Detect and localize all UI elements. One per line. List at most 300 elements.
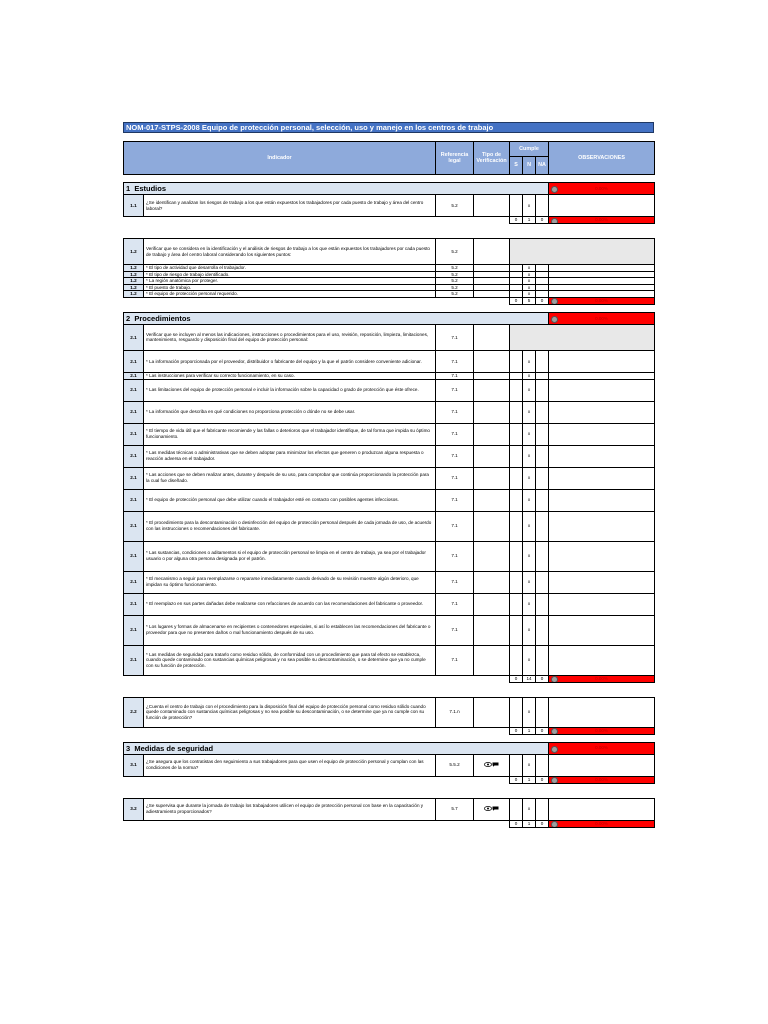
- observations-cell[interactable]: [549, 571, 655, 593]
- mark-s[interactable]: [510, 593, 523, 615]
- item-reference: 5.2: [436, 291, 474, 298]
- mark-na[interactable]: [536, 401, 549, 423]
- item-text: Verificar que se incluyen al menos las indicaciones, instrucciones o procedimientos para el uso, revisión, reposición, limpieza, limitaciones, mantenimiento, resguardo y disposición final del equipo de protección personal:: [144, 324, 436, 350]
- item-text: * Las instrucciones para verificar su correcto funcionamiento, en su caso.: [144, 372, 436, 379]
- total-n: 1: [523, 776, 536, 783]
- item-text: * Los lugares y formas de almacenarse en recipientes o contenedores especiales, si así lo establecen las recomendaciones del fabricante o proveedor para que no presenten daños o mal funcionamiento después de su uso.: [144, 615, 436, 645]
- table-row: [124, 278, 655, 285]
- item-reference: 7.1: [436, 541, 474, 571]
- mark-s[interactable]: [510, 265, 523, 272]
- observations-cell[interactable]: [549, 423, 655, 445]
- mark-n[interactable]: x: [523, 379, 536, 401]
- totals-row: [124, 675, 655, 682]
- item-text: * El tiempo de vida útil que el fabricante recomiende y las fallas o deterioros que el trabajador identifique, de tal forma que impida su óptimo funcionamiento.: [144, 423, 436, 445]
- table-row: [124, 372, 655, 379]
- mark-n[interactable]: x: [523, 571, 536, 593]
- table-row: [124, 615, 655, 645]
- item-verification-type: [474, 379, 510, 401]
- mark-na[interactable]: [536, 615, 549, 645]
- mark-n[interactable]: x: [523, 467, 536, 489]
- item-verification-type: [474, 278, 510, 285]
- checklist-table: [123, 141, 655, 828]
- item-reference: 7.1: [436, 645, 474, 675]
- table-row: [124, 798, 655, 820]
- total-na: 0: [536, 820, 549, 827]
- item-reference: 7.1: [436, 372, 474, 379]
- section-gap: [124, 734, 655, 742]
- item-text: * Las acciones que se deben realizar antes, durante y después de su uso, para comprobar que continúa proporcionando la protección para la cual fue diseñado.: [144, 467, 436, 489]
- header-n: N: [523, 157, 536, 175]
- eye-icon: [484, 762, 492, 767]
- table-row: [124, 265, 655, 272]
- item-verification-type: [474, 401, 510, 423]
- table-row: [124, 593, 655, 615]
- observations-cell[interactable]: [549, 291, 655, 298]
- item-text: * Las limitaciones del equipo de protección personal e incluir la información sobre la capacidad o grado de protección que éste ofrece.: [144, 379, 436, 401]
- block-percentage: [549, 297, 655, 304]
- table-row: [124, 541, 655, 571]
- percentage-value: 0.00%: [595, 675, 608, 681]
- total-n: 5: [523, 297, 536, 304]
- percentage-value: 0.00%: [595, 298, 608, 304]
- mark-s[interactable]: [510, 379, 523, 401]
- speech-icon: [492, 806, 499, 811]
- total-s: 0: [510, 727, 523, 734]
- header-cumple: Cumple: [510, 142, 549, 157]
- section-header: [124, 183, 655, 195]
- percentage-value: 0.00%: [595, 727, 608, 733]
- mark-na[interactable]: [536, 645, 549, 675]
- item-number: 2.1: [124, 324, 144, 350]
- total-na: 0: [536, 297, 549, 304]
- item-number: 2.1: [124, 489, 144, 511]
- section-number: 1: [126, 184, 131, 193]
- mark-na[interactable]: [536, 489, 549, 511]
- section-name: Medidas de seguridad: [134, 743, 214, 753]
- item-number: 2.1: [124, 541, 144, 571]
- mark-na[interactable]: [536, 372, 549, 379]
- mark-s[interactable]: [510, 350, 523, 372]
- status-indicator-icon: [551, 316, 558, 323]
- mark-s[interactable]: [510, 401, 523, 423]
- observations-cell[interactable]: [549, 593, 655, 615]
- item-text: Verificar que se considera en la identificación y el análisis de riesgos de trabajo a los que están expuestos los trabajadores por cada puesto de trabajo y área del centro laboral considerando los siguientes puntos:: [144, 239, 436, 265]
- table-row: [124, 445, 655, 467]
- item-reference: 5.2: [436, 239, 474, 265]
- item-verification-type: [474, 798, 510, 820]
- item-number: 2.1: [124, 511, 144, 541]
- item-verification-type: [474, 615, 510, 645]
- item-reference: 5.2: [436, 265, 474, 272]
- table-row: [124, 511, 655, 541]
- header-indicador: Indicador: [124, 142, 436, 175]
- item-verification-type: [474, 265, 510, 272]
- section-percentage: [549, 312, 655, 324]
- table-row: [124, 401, 655, 423]
- total-n: 14: [523, 675, 536, 682]
- item-number: 1.2: [124, 271, 144, 278]
- item-text: * El equipo de protección personal requerido.: [144, 291, 436, 298]
- mark-na[interactable]: [536, 271, 549, 278]
- mark-n[interactable]: x: [523, 798, 536, 820]
- status-indicator-icon: [551, 746, 558, 753]
- mark-s[interactable]: [510, 467, 523, 489]
- section-header: [124, 742, 655, 754]
- mark-n[interactable]: x: [523, 511, 536, 541]
- mark-na[interactable]: [536, 754, 549, 776]
- observations-cell[interactable]: [549, 697, 655, 727]
- mark-na[interactable]: [536, 445, 549, 467]
- total-na: 0: [536, 675, 549, 682]
- item-verification-type: [474, 593, 510, 615]
- item-number: 2.1: [124, 379, 144, 401]
- mark-na[interactable]: [536, 265, 549, 272]
- table-row: [124, 195, 655, 217]
- status-indicator-icon: [551, 218, 558, 224]
- block-gap: [124, 224, 655, 239]
- item-number: 2.1: [124, 350, 144, 372]
- mark-n[interactable]: x: [523, 445, 536, 467]
- item-text: ¿Se supervisa que durante la jornada de trabajo los trabajadores utilicen el equipo de protección personal con base en la capacitación y adiestramiento proporcionados?: [144, 798, 436, 820]
- observations-cell[interactable]: [549, 372, 655, 379]
- document-title: NOM-017-STPS-2008 Equipo de protección personal, selección, uso y manejo en los centros de trabajo: [123, 122, 654, 133]
- item-verification-type: [474, 754, 510, 776]
- mark-na[interactable]: [536, 541, 549, 571]
- mark-n[interactable]: x: [523, 401, 536, 423]
- item-number: 3.1: [124, 754, 144, 776]
- observations-cell[interactable]: [549, 278, 655, 285]
- total-s: 0: [510, 820, 523, 827]
- item-text: * Las medidas de seguridad para tratarlo como residuo sólido, de conformidad con un procedimiento que para tal efecto se establezca, cuando quede contaminado con sustancias químicas peligrosas y no sea posible su descontaminación, o se determine que ya no cumple con su función de protección.: [144, 645, 436, 675]
- total-na: 0: [536, 217, 549, 224]
- item-text: * La región anatómica por proteger.: [144, 278, 436, 285]
- item-text: * La información proporcionada por el proveedor, distribuidor o fabricante del equipo y la que el patrón considere conveniente adicionar.: [144, 350, 436, 372]
- table-row: [124, 489, 655, 511]
- mark-s[interactable]: [510, 445, 523, 467]
- table-row: [124, 379, 655, 401]
- item-reference: 7.1: [436, 489, 474, 511]
- item-number: 2.1: [124, 645, 144, 675]
- item-verification-type: [474, 445, 510, 467]
- observations-cell[interactable]: [549, 511, 655, 541]
- item-number: 3.2: [124, 798, 144, 820]
- mark-na[interactable]: [536, 798, 549, 820]
- item-reference: 7.1: [436, 615, 474, 645]
- item-reference: 7.1: [436, 350, 474, 372]
- item-verification-type: [474, 239, 510, 265]
- percentage-value: 0.00%: [595, 217, 608, 223]
- total-n: 1: [523, 727, 536, 734]
- mark-n[interactable]: x: [523, 489, 536, 511]
- percentage-value: 0.00%: [595, 820, 608, 826]
- mark-s[interactable]: [510, 372, 523, 379]
- item-verification-type: [474, 571, 510, 593]
- item-reference: 5.2: [436, 271, 474, 278]
- mark-n[interactable]: x: [523, 284, 536, 291]
- item-text: * El equipo de protección personal que debe utilizar cuando el trabajador esté en contacto con posibles agentes infecciosos.: [144, 489, 436, 511]
- item-number: 2.1: [124, 467, 144, 489]
- item-number: 1.2: [124, 278, 144, 285]
- item-verification-type: [474, 541, 510, 571]
- table-row: [124, 271, 655, 278]
- totals-row: [124, 217, 655, 224]
- status-indicator-icon: [551, 298, 558, 304]
- table-row: [124, 284, 655, 291]
- mark-na[interactable]: [536, 350, 549, 372]
- item-text: * Las sustancias, condiciones o aditamentos si el equipo de protección personal se limpia en el centro de trabajo, ya sea por el trabajador usuario o por alguna otra persona designada por el patrón.: [144, 541, 436, 571]
- totals-row: [124, 297, 655, 304]
- item-reference: 5.2: [436, 278, 474, 285]
- group-placeholder: [510, 324, 655, 350]
- section-name: Procedimientos: [134, 313, 191, 323]
- observations-cell[interactable]: [549, 271, 655, 278]
- total-s: 0: [510, 297, 523, 304]
- item-reference: 5.2: [436, 284, 474, 291]
- header-tipo: Tipo de Verificación: [474, 142, 510, 175]
- header-referencia: Referencia legal: [436, 142, 474, 175]
- header-row: [124, 142, 655, 157]
- section-title: [124, 183, 549, 195]
- section-title: [124, 742, 549, 754]
- mark-na[interactable]: [536, 291, 549, 298]
- observations-cell[interactable]: [549, 541, 655, 571]
- item-verification-type: [474, 350, 510, 372]
- mark-s[interactable]: [510, 615, 523, 645]
- item-verification-type: [474, 489, 510, 511]
- item-number: 1.1: [124, 195, 144, 217]
- item-reference: 7.1: [436, 324, 474, 350]
- status-indicator-icon: [551, 186, 558, 193]
- item-reference: 5.5.2: [436, 754, 474, 776]
- mark-na[interactable]: [536, 284, 549, 291]
- item-number: 1.2: [124, 239, 144, 265]
- table-row: [124, 324, 655, 350]
- item-number: 1.2: [124, 284, 144, 291]
- item-text: * El mecanismo a seguir para reemplazarse o repararse inmediatamente cuando derivado de su revisión muestre algún deterioro, que impidan su óptimo funcionamiento.: [144, 571, 436, 593]
- percentage-value: 0.00%: [595, 185, 608, 191]
- totals-row: [124, 727, 655, 734]
- block-percentage: [549, 820, 655, 827]
- totals-row: [124, 820, 655, 827]
- item-text: * El reemplazo en sus partes dañadas debe realizarse con refacciones de acuerdo con las recomendaciones del fabricante o proveedor.: [144, 593, 436, 615]
- observations-cell[interactable]: [549, 445, 655, 467]
- observations-cell[interactable]: [549, 798, 655, 820]
- item-number: 1.2: [124, 291, 144, 298]
- eye-icon: [484, 806, 492, 811]
- speech-icon: [492, 762, 499, 767]
- item-reference: 7.1: [436, 571, 474, 593]
- total-n: 1: [523, 820, 536, 827]
- mark-na[interactable]: [536, 379, 549, 401]
- item-text: * El tipo de riesgo de trabajo identificado.: [144, 271, 436, 278]
- percentage-value: 0.00%: [595, 745, 608, 751]
- observations-cell[interactable]: [549, 645, 655, 675]
- observations-cell[interactable]: [549, 350, 655, 372]
- item-reference: 7.1: [436, 379, 474, 401]
- item-number: 2.2: [124, 697, 144, 727]
- mark-na[interactable]: [536, 571, 549, 593]
- mark-s[interactable]: [510, 489, 523, 511]
- item-number: 2.1: [124, 401, 144, 423]
- status-indicator-icon: [551, 728, 558, 734]
- section-gap: [124, 175, 655, 183]
- item-reference: 7.1: [436, 423, 474, 445]
- mark-s[interactable]: [510, 195, 523, 217]
- group-placeholder: [510, 239, 655, 265]
- mark-n[interactable]: x: [523, 271, 536, 278]
- percentage-value: 0.00%: [595, 776, 608, 782]
- block-gap: [124, 682, 655, 697]
- item-text: * Las medidas técnicas o administrativas que se deben adoptar para minimizar los efectos que generen o produzcan alguna respuesta o reacción adversa en el trabajador.: [144, 445, 436, 467]
- item-number: 2.1: [124, 593, 144, 615]
- table-row: [124, 754, 655, 776]
- mark-s[interactable]: [510, 798, 523, 820]
- mark-s[interactable]: [510, 571, 523, 593]
- mark-s[interactable]: [510, 754, 523, 776]
- item-text: * El tipo de actividad que desarrolla el trabajador.: [144, 265, 436, 272]
- mark-s[interactable]: [510, 291, 523, 298]
- item-verification-type: [474, 645, 510, 675]
- item-number: 2.1: [124, 445, 144, 467]
- block-percentage: [549, 217, 655, 224]
- mark-na[interactable]: [536, 697, 549, 727]
- item-verification-type: [474, 324, 510, 350]
- observations-cell[interactable]: [549, 401, 655, 423]
- checklist-sheet: [123, 122, 654, 828]
- item-number: 2.1: [124, 615, 144, 645]
- mark-n[interactable]: x: [523, 615, 536, 645]
- section-percentage: [549, 183, 655, 195]
- status-indicator-icon: [551, 676, 558, 682]
- mark-s[interactable]: [510, 511, 523, 541]
- status-indicator-icon: [551, 821, 558, 827]
- item-verification-type: [474, 697, 510, 727]
- mark-na[interactable]: [536, 511, 549, 541]
- mark-n[interactable]: x: [523, 291, 536, 298]
- section-percentage: [549, 742, 655, 754]
- item-verification-type: [474, 423, 510, 445]
- mark-na[interactable]: [536, 423, 549, 445]
- observations-cell[interactable]: [549, 467, 655, 489]
- mark-n[interactable]: x: [523, 645, 536, 675]
- mark-n[interactable]: x: [523, 265, 536, 272]
- block-percentage: [549, 776, 655, 783]
- observations-cell[interactable]: [549, 379, 655, 401]
- mark-n[interactable]: x: [523, 195, 536, 217]
- mark-na[interactable]: [536, 593, 549, 615]
- item-number: 1.2: [124, 265, 144, 272]
- mark-n[interactable]: x: [523, 541, 536, 571]
- section-header: [124, 312, 655, 324]
- mark-na[interactable]: [536, 195, 549, 217]
- item-reference: 7.1: [436, 593, 474, 615]
- mark-s[interactable]: [510, 284, 523, 291]
- table-row: [124, 645, 655, 675]
- total-s: 0: [510, 217, 523, 224]
- section-name: Estudios: [134, 184, 167, 193]
- totals-row: [124, 776, 655, 783]
- item-text: * El procedimiento para la descontaminación o desinfección del equipo de protección personal después de cada jornada de uso, de acuerdo con las instrucciones o recomendaciones del fabricante.: [144, 511, 436, 541]
- item-verification-type: [474, 271, 510, 278]
- mark-na[interactable]: [536, 467, 549, 489]
- total-n: 1: [523, 217, 536, 224]
- item-reference: 7.1: [436, 467, 474, 489]
- table-row: [124, 291, 655, 298]
- header-observaciones: OBSERVACIONES: [549, 142, 655, 175]
- item-verification-type: [474, 284, 510, 291]
- mark-s[interactable]: [510, 423, 523, 445]
- item-verification-type: [474, 291, 510, 298]
- table-row: [124, 423, 655, 445]
- table-row: [124, 239, 655, 265]
- item-text: ¿Cuenta el centro de trabajo con el procedimiento para la disposición final del equipo de protección personal como residuo sólido cuando quede contaminado con sustancias químicas peligrosas y no sea posible su descontaminación, o se determine que ya no cumple con su función de protección?: [144, 697, 436, 727]
- item-reference: 5.2: [436, 195, 474, 217]
- item-number: 2.1: [124, 571, 144, 593]
- mark-s[interactable]: [510, 645, 523, 675]
- mark-s[interactable]: [510, 697, 523, 727]
- total-na: 0: [536, 776, 549, 783]
- total-na: 0: [536, 727, 549, 734]
- block-percentage: [549, 675, 655, 682]
- observations-cell[interactable]: [549, 754, 655, 776]
- observations-cell[interactable]: [549, 615, 655, 645]
- mark-s[interactable]: [510, 271, 523, 278]
- table-row: [124, 467, 655, 489]
- item-text: * La información que describa en qué condiciones no proporciona protección o dónde no se debe usar.: [144, 401, 436, 423]
- item-number: 2.1: [124, 423, 144, 445]
- table-row: [124, 697, 655, 727]
- mark-n[interactable]: x: [523, 697, 536, 727]
- item-text: ¿Se asegura que los contratistas den seguimiento a sus trabajadores para que usen el equipo de protección personal y cumplan con las condiciones de la norma?: [144, 754, 436, 776]
- mark-s[interactable]: [510, 541, 523, 571]
- item-text: ¿Se identifican y analizan los riesgos de trabajo a los que están expuestos los trabajadores por cada puesto de trabajo y área del centro laboral?: [144, 195, 436, 217]
- item-text: * El puesto de trabajo.: [144, 284, 436, 291]
- block-gap: [124, 783, 655, 798]
- mark-na[interactable]: [536, 278, 549, 285]
- section-number: 2: [126, 313, 131, 323]
- item-reference: 7.1: [436, 511, 474, 541]
- item-verification-type: [474, 511, 510, 541]
- item-verification-type: [474, 467, 510, 489]
- mark-n[interactable]: x: [523, 372, 536, 379]
- observations-cell[interactable]: [549, 489, 655, 511]
- observations-cell[interactable]: [549, 195, 655, 217]
- status-indicator-icon: [551, 777, 558, 783]
- item-verification-type: [474, 195, 510, 217]
- header-s: S: [510, 157, 523, 175]
- mark-n[interactable]: x: [523, 593, 536, 615]
- table-row: [124, 571, 655, 593]
- item-verification-type: [474, 372, 510, 379]
- mark-n[interactable]: x: [523, 423, 536, 445]
- section-number: 3: [126, 743, 131, 753]
- block-percentage: [549, 727, 655, 734]
- item-reference: 7.1: [436, 401, 474, 423]
- observations-cell[interactable]: [549, 265, 655, 272]
- mark-n[interactable]: x: [523, 278, 536, 285]
- total-s: 0: [510, 776, 523, 783]
- mark-s[interactable]: [510, 278, 523, 285]
- observations-cell[interactable]: [549, 284, 655, 291]
- total-s: 0: [510, 675, 523, 682]
- mark-n[interactable]: x: [523, 754, 536, 776]
- section-title: [124, 312, 549, 324]
- item-reference: 7.1: [436, 445, 474, 467]
- header-na: NA: [536, 157, 549, 175]
- item-number: 2.1: [124, 372, 144, 379]
- section-gap: [124, 304, 655, 312]
- mark-n[interactable]: x: [523, 350, 536, 372]
